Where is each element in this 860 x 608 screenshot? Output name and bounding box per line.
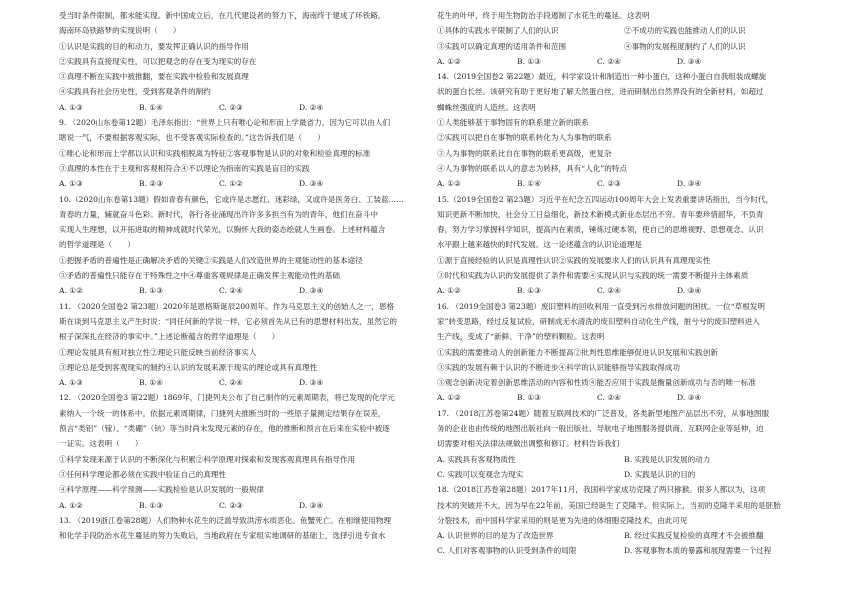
question-text-line: 海南环岛铁路梦的实现说明（ ） <box>59 26 181 36</box>
question-text-line: 实现人生理想，以开拓进取的精神成就时代荣光，以胸怀大我的姿态绘就人生画卷。上述材料蕴含 <box>59 225 386 235</box>
question-text-line: 知识更新不断加快，社会分工日益细化，新技术新模式新业态层出不穷。青年要珍惜韶华，不负青 <box>437 209 764 219</box>
question-text-line: 根子深深扎在经济的事实中。”上述论断蕴含的哲学道理是（ ） <box>59 332 280 342</box>
statement-item: ④实践具有社会历史性，受到客观条件的制约 <box>59 87 211 97</box>
option-b: B. ①③ <box>517 393 542 403</box>
option-d: D. ③④ <box>299 500 324 510</box>
question-10 <box>59 192 433 299</box>
option-b: B. ①③ <box>517 56 542 66</box>
question-16 <box>437 299 811 406</box>
statement-item: ①源于直接经验的认识是真理性认识②实践的发展要求人们的认识具有真理现实性 <box>437 255 711 265</box>
question-text-line: 务的企业也由传统的地图出版社向一般出版社、导航电子地图服务提供商、互联网企业等延伸，迫 <box>437 424 764 434</box>
question-text-line: 13. （2019浙江卷第28题）人们物种水花生的泛滥导致洪涝水质恶化、鱼蟹死亡。在相继使用物理 <box>59 515 392 525</box>
option-d: D. ③④ <box>299 378 324 388</box>
answer-options-row <box>437 452 811 467</box>
statement-item: ③实践可以确定真理的适用条件和范围 <box>437 41 567 51</box>
question-text-line: 水平跟上越来越快的时代发展。这一论述蕴含的认识论道理是 <box>437 240 643 250</box>
answer-options <box>437 176 811 191</box>
question-text-line: 18.（2018江苏卷第28题）2017年11月，我国科学家成功克隆了两只猕猴。很多人都以为，这项 <box>437 485 766 495</box>
statement-item: ③真理不断在实践中被推翻，要在实践中检验和发展真理 <box>59 72 249 82</box>
option-c: C. ②③ <box>597 179 621 189</box>
statement-item: ①理论发展具有相对独立性②理论只能反映当前经济事实人 <box>59 347 257 357</box>
option-b: B. ②③ <box>139 179 164 189</box>
option-a: A. ①② <box>59 286 83 296</box>
answer-options-row <box>437 467 811 482</box>
question-text-line: 的哲学道理是（ ） <box>59 240 135 250</box>
option-a: A. 实践具有客观物质性 <box>437 454 516 464</box>
answer-options <box>59 283 433 298</box>
right-column <box>437 8 811 559</box>
question-text-line: 14.（2019全国卷2 第22题）最近，科学家设计和制造出一种小蛋白，这种小蛋白自我组装成螺旋 <box>437 72 767 82</box>
question-text-line: 预言“类铝”（镓）、“类硼”（钪）等当时尚未发现元素的存在，他的推断和预言在后来在实验中被逐 <box>59 424 390 434</box>
option-d: D. ③④ <box>299 286 324 296</box>
left-column <box>59 8 433 543</box>
statement-item: ②实践可以把自在事物的联系转化为人为事物的联系 <box>437 133 612 143</box>
statement-pair <box>437 23 811 38</box>
option-c: C. ②③ <box>219 102 243 112</box>
option-d: D. ③④ <box>677 56 702 66</box>
option-a: A. ①② <box>437 56 461 66</box>
option-c: C. 人们对客观事物的认识受到条件的局限 <box>437 546 577 556</box>
answer-options-row <box>437 543 811 558</box>
option-d: D. ③④ <box>677 393 702 403</box>
statement-item: ④科学原理——科学预测——实践检验是认识发展的一般规律 <box>59 485 265 495</box>
option-a: A. ①② <box>437 393 461 403</box>
question-text-line: 分裂技术，而中国科学家采用的则是更为先进的体细胞克隆技术。由此可见 <box>437 515 688 525</box>
option-b: B. ①④ <box>139 102 164 112</box>
question-11 <box>59 299 433 391</box>
question-text-line: 切需要对相关法律法规做出调整和修订。材料告诉我们 <box>437 439 620 449</box>
statement-pair <box>437 39 811 54</box>
question-text-line: 和化学手段防治水花生蔓延的努力失败后，当地政府在专家组实地调研的基础上，选择引进专食水 <box>59 531 386 541</box>
option-c: C. 实践可以变观念为现实 <box>437 469 524 479</box>
question-12 <box>59 390 433 512</box>
question-text-line: 11. （2020全国卷2 第23题）2020年是恩格斯诞辰200周年。作为马克思主义的创始人之一，恩格 <box>59 301 395 311</box>
statement-item: ④人为事物的联系以人的意志为转移，具有“人化”的特点 <box>437 163 628 173</box>
question-13 <box>59 513 433 544</box>
option-d: D. 实践是认识的目的 <box>624 469 696 479</box>
question-text-line: 9. （2020山东卷第12题）毛泽东指出：“世界上只有唯心论和形而上学最省力，因为它可以由人们 <box>59 118 391 128</box>
option-c: C. ②④ <box>597 286 621 296</box>
statement-item: ①实践的需要推动人的创新能力不断提高②批判性思维能够促进认识发展和实践创新 <box>437 347 718 357</box>
question-13-continued <box>437 8 811 69</box>
option-a: A. 认识世界的目的是为了改造世界 <box>437 531 554 541</box>
question-text-line: 10.（2020山东卷第13题）假如青春有颜色，它或许是志愿红、迷彩绿，又或许是医务白、工装蓝…… <box>59 194 404 204</box>
statement-item: ③人为事物的联系比自在事物的联系更高级，更复杂 <box>437 148 612 158</box>
answer-options <box>59 100 433 115</box>
question-text-line: 瞎说一气，不要根据客观实际，也不受客观实际检查的。”这告诉我们是（ ） <box>59 133 325 143</box>
option-c: C. ②④ <box>597 393 621 403</box>
option-a: A. ①② <box>437 286 461 296</box>
question-text-line: 家”转变思路，经过反复试验，研制成无水清洗的废旧塑料自动化生产线，脏兮兮的废旧塑料进入 <box>437 316 760 326</box>
question-text-line: 一证实。这表明（ ） <box>59 439 143 449</box>
statement-item: ③理论总是受到客观现实的制约④认识的发展来源于现实的理论或具有真理性 <box>59 362 318 372</box>
question-9 <box>59 115 433 191</box>
option-a: A. ①③ <box>59 102 83 112</box>
option-b: B. 经过实践反复检验的真理才不会被推翻 <box>624 531 764 541</box>
statement-item: ①唯心论和形而上学都以认识和实践相脱离为特征②客观事物是认识的对象和检验真理的标准 <box>59 148 371 158</box>
option-b: B. ①③ <box>139 286 164 296</box>
option-a: A. ①② <box>437 179 461 189</box>
statement-item: ③矛盾的普遍性只能存在于特殊性之中④尊重客观规律是正确发挥主观能动性的基础 <box>59 271 340 281</box>
question-text-line: 花生的叶甲，终于用生物防治手段遏制了水花生的蔓延。这表明 <box>437 11 650 20</box>
option-b: B. ①④ <box>517 179 542 189</box>
question-17 <box>437 406 811 482</box>
statement-item: ③真理的本性在于主观和客观相符合④不以理论为指南的实践是盲目的实践 <box>59 163 310 173</box>
statement-item: ④事物的发展程度制约了人们的认识 <box>624 41 746 51</box>
question-text-line: 斯在谈到马克思主义产生时说：“同任何新的学说一样，它必须首先从已有的思想材料出发，虽然它的 <box>59 316 398 326</box>
statement-item: ①人类能够基于事物固有的联系建立新的联系 <box>437 118 589 128</box>
statement-item: ①把握矛盾的普遍性是正确解决矛盾的关键②实践是人们改造世界的主观能动性的基本途径 <box>59 255 363 265</box>
option-d: D. 客观事物本质的暴露和展现需要一个过程 <box>624 546 772 556</box>
option-a: A. ①② <box>59 500 83 510</box>
question-text-line: 12. （2020全国卷3 第22题）1869年，门捷列夫公布了自己制作的元素周期表，将已发现的化学元 <box>59 393 395 403</box>
option-b: B. ①③ <box>139 500 164 510</box>
option-c: C. ②④ <box>219 286 243 296</box>
answer-options <box>59 498 433 513</box>
statement-item: ③任何科学理论都必须在实践中验证自己的真理性 <box>59 469 227 479</box>
question-text-line: 技术的突破并不大，因为早在22年前，美国已经诞生了克隆羊。但实际上，当初的克隆羊采用的是胚胎 <box>437 500 781 510</box>
option-c: C. ②④ <box>597 56 621 66</box>
option-b: B. ①④ <box>139 378 164 388</box>
option-a: A. ①③ <box>59 179 83 189</box>
question-text-line: 青春的力量，辅就奋斗色彩。新时代，各行各业涌现出许许多多担当有为的青年，他们在奋斗中 <box>59 209 378 219</box>
option-c: C. ②④ <box>219 378 243 388</box>
statement-item: ②实践具有直接现实性，可以把观念的存在变为现实的存在 <box>59 56 257 66</box>
question-text-line: 春，努力学习掌握科学知识，提高内在素质，锤炼过硬本领，使自己的思维视野、思想观念、认识 <box>437 225 764 235</box>
answer-options <box>59 176 433 191</box>
answer-options-row <box>437 528 811 543</box>
option-d: D. ③④ <box>677 179 702 189</box>
question-text-line: 15.（2019全国卷2 第23题）习近平在纪念五四运动100周年大会上发表重要讲话指出，当今时代， <box>437 194 774 204</box>
option-d: D. ②④ <box>299 102 324 112</box>
answer-options <box>437 54 811 69</box>
question-text-line: 素纳入一个统一的体系中。依据元素周期律，门捷列夫推断当时的一些原子量测定结果存在误差， <box>59 408 386 418</box>
statement-item: ②不成功的实践也能推动人们的认识 <box>624 26 746 36</box>
question-14 <box>437 69 811 191</box>
question-text-line: 状的蛋白长丝。该研究有助于更好地了解天然蛋白丝，进而研制出自然界没有的全新材料，如超过 <box>437 87 764 97</box>
answer-options <box>59 375 433 390</box>
statement-item: ③观念创新决定着创新思维活动的内容和性质④能否应用于实践是衡量创新成功与否的唯一标准 <box>437 378 756 388</box>
question-text-line: 16. （2019全国卷3 第23题）废旧塑料的回收利用一直受到污水排放问题的困扰。一位“草根发明 <box>437 301 765 311</box>
question-18 <box>437 482 811 558</box>
statement-item: ①认识是实践的目的和动力，要发挥正确认识的指导作用 <box>59 41 249 51</box>
statement-item: ①科学发现来源于认识的不断深化与积累②科学原理对探索和发现客观真理具有指导作用 <box>59 454 356 464</box>
question-text-line: 蜘蛛丝强度的人造丝。这表明 <box>437 102 536 112</box>
answer-options <box>437 390 811 405</box>
question-text-line: 17. （2018江苏卷第24题）随着互联网技术的广泛普及，各类新型地图产品层出不穷，从事地图服 <box>437 408 770 418</box>
option-b: B. 实践是认识发展的动力 <box>624 454 711 464</box>
option-a: A. ①③ <box>59 378 83 388</box>
question-8-continued <box>59 8 433 115</box>
option-c: C. ②③ <box>219 500 243 510</box>
question-text-line: 生产线，变成了“新鲜、干净”的塑料颗粒。这表明 <box>437 332 605 342</box>
answer-options <box>437 283 811 298</box>
option-c: C. ①② <box>219 179 243 189</box>
option-d: D. ③④ <box>677 286 702 296</box>
statement-item: ③时代和实践为认识的发展提供了条件和需要④实现认识与实践的统一需要不断提升主体素质 <box>437 271 749 281</box>
question-text-line: 受当时条件限制，都未能实现。新中国成立后，在几代建设者的努力下，海南终于建成了环铁路。 <box>59 11 386 20</box>
statement-item: ③实践的发展有赖于认识的不断进步④科学的认识能够指导实践取得成功 <box>437 362 680 372</box>
question-15 <box>437 192 811 299</box>
option-b: B. ①③ <box>517 286 542 296</box>
option-d: D. ③④ <box>299 179 324 189</box>
statement-item: ①具体的实践水平限制了人们的认识 <box>437 26 559 36</box>
